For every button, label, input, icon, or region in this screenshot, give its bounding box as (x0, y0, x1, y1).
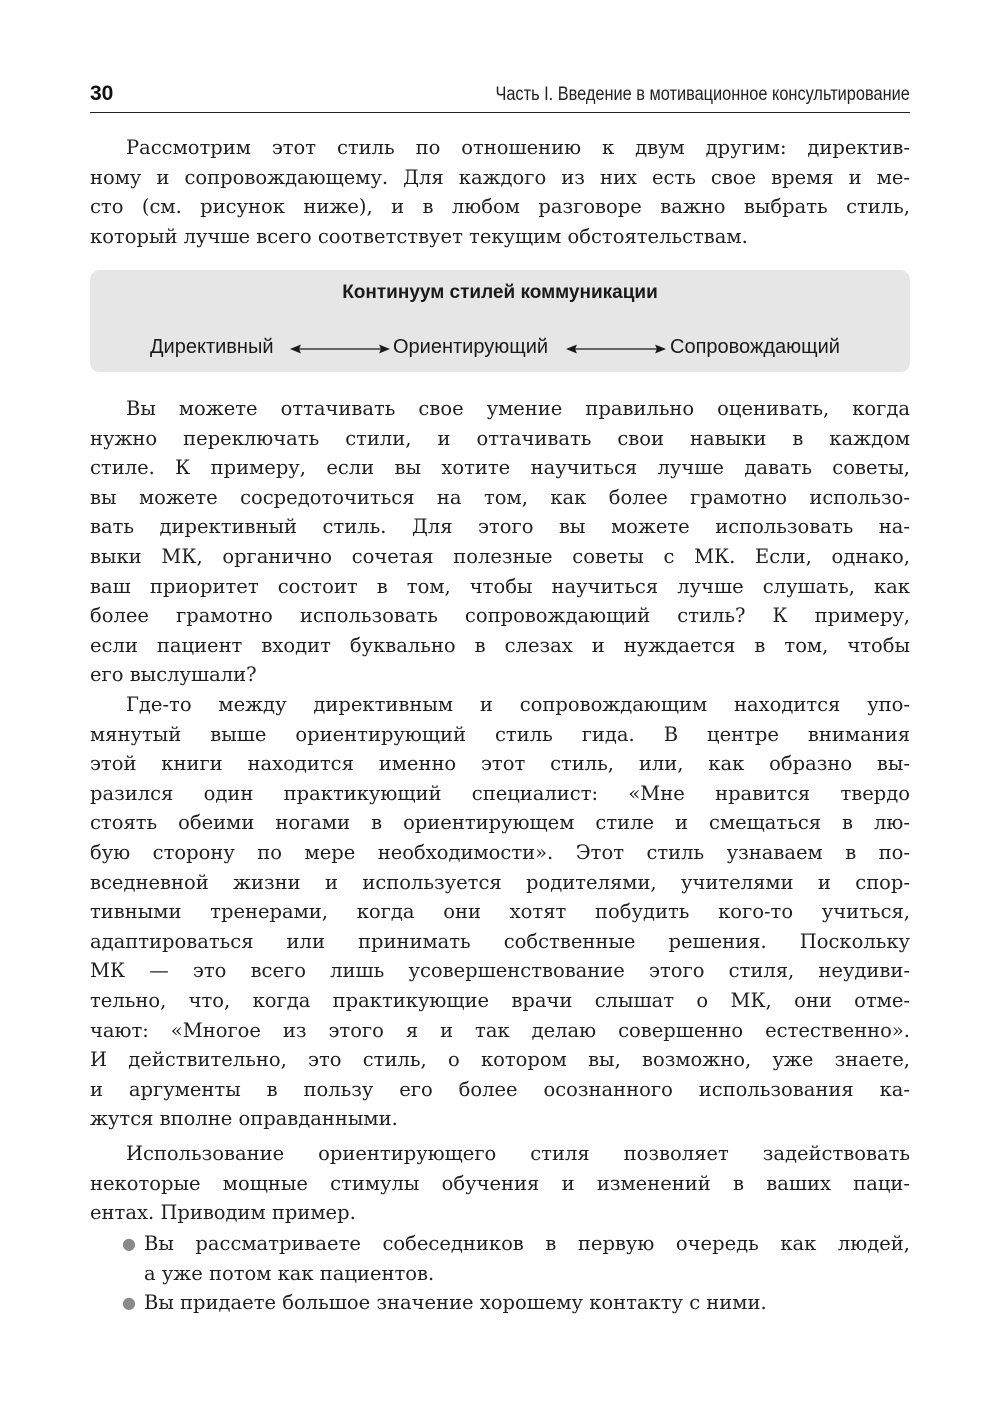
paragraph-line: И действительно, это стиль, о котором вы, возможно, уже знаете, (90, 1048, 910, 1072)
paragraph-line: вы можете сосредоточиться на том, как более грамотно использо- (90, 485, 910, 509)
continuum-figure (90, 270, 910, 372)
paragraph-line: тельно, что, когда практикующие врачи слышат о МК, они отме- (90, 988, 910, 1012)
style-label-guiding: Ориентирующий (393, 336, 549, 358)
style-label-following: Сопровождающий (670, 336, 840, 358)
paragraph-line: Где-то между директивным и сопровождающим находится упо- (126, 693, 910, 716)
paragraph-guiding-style (90, 690, 910, 1134)
paragraph-line: вать директивный стиль. Для этого вы можете использовать на- (90, 515, 910, 539)
paragraph-line: Вы можете оттачивать свое умение правильно оценивать, когда (126, 397, 910, 420)
double-arrow-icon (290, 338, 390, 360)
list-item-line: а уже потом как пациентов. (144, 1261, 435, 1285)
paragraph-line: этой книги находится именно этот стиль, или, как образно вы- (90, 752, 910, 776)
double-arrow-icon (566, 338, 666, 360)
bullet-icon: ● (122, 1293, 136, 1313)
paragraph-line: бую сторону по мере необходимости». Этот стиль узнаваем в по- (90, 840, 910, 864)
paragraph-line: и аргументы в пользу его более осознанного использования ка- (90, 1077, 910, 1101)
paragraph-line: более грамотно использовать сопровождающий стиль? К примеру, (90, 604, 910, 628)
paragraph-line: стоять обеими ногами в ориентирующем стиле и смещаться в лю- (90, 811, 910, 835)
paragraph-line: ентах. Приводим пример. (90, 1201, 356, 1225)
paragraph-line: разился один практикующий специалист: «Мне нравится твердо (90, 781, 910, 805)
paragraph-line: адаптироваться или принимать собственные решения. Поскольку (90, 929, 910, 953)
paragraph-line: если пациент входит буквально в слезах и нуждается в том, чтобы (90, 633, 910, 657)
page-header (90, 80, 910, 113)
paragraph-line: жутся вполне оправданными. (90, 1107, 398, 1131)
paragraph-line: его выслушали? (90, 663, 257, 687)
list-item-line: Вы придаете большое значение хорошему контакту с ними. (144, 1291, 767, 1315)
paragraph-guiding-benefits (90, 1139, 910, 1228)
paragraph-line: мянутый выше ориентирующий стиль гида. В центре внимания (90, 722, 910, 746)
paragraph-line: который лучше всего соответствует текущим обстоятельствам. (90, 224, 748, 248)
paragraph-line: стиле. К примеру, если вы хотите научиться лучше давать советы, (90, 456, 910, 480)
style-label-directive: Директивный (150, 336, 274, 358)
page-number: 30 (90, 82, 114, 105)
paragraph-intro (90, 133, 910, 251)
continuum-row (90, 334, 910, 364)
list-item-line: Вы рассматриваете собеседников в первую очередь как людей, (144, 1232, 910, 1255)
paragraph-line: МК — это всего лишь усовершенствование этого стиля, неудиви- (90, 959, 910, 983)
bullet-icon: ● (122, 1234, 136, 1253)
list-item (90, 1288, 910, 1318)
paragraph-line: вседневной жизни и используется родителями, учителями и спор- (90, 870, 910, 894)
paragraph-line: чают: «Многое из этого я и так делаю совершенно естественно». (90, 1018, 910, 1042)
paragraph-line: Рассмотрим этот стиль по отношению к двум другим: директив- (126, 136, 910, 159)
paragraph-line: сто (см. рисунок ниже), и в любом разговоре важно выбрать стиль, (90, 195, 910, 219)
list-item (90, 1229, 910, 1288)
paragraph-line: некоторые мощные стимулы обучения и изменений в ваших паци- (90, 1171, 910, 1195)
bullet-list (90, 1229, 910, 1318)
figure-title: Континуум стилей коммуникации (342, 282, 658, 303)
paragraph-line: ному и сопровождающему. Для каждого из них есть свое время и ме- (90, 165, 910, 189)
running-head: Часть I. Введение в мотивационное консультирование (495, 84, 910, 105)
paragraph-switching-styles (90, 394, 910, 690)
paragraph-line: нужно переключать стили, и оттачивать свои навыки в каждом (90, 426, 910, 450)
paragraph-line: ваш приоритет состоит в том, чтобы научиться лучше слушать, как (90, 574, 910, 598)
paragraph-line: Использование ориентирующего стиля позволяет задействовать (126, 1142, 910, 1165)
paragraph-line: выки МК, органично сочетая полезные советы с МК. Если, однако, (90, 544, 910, 568)
paragraph-line: тивными тренерами, когда они хотят побудить кого-то учиться, (90, 900, 910, 924)
